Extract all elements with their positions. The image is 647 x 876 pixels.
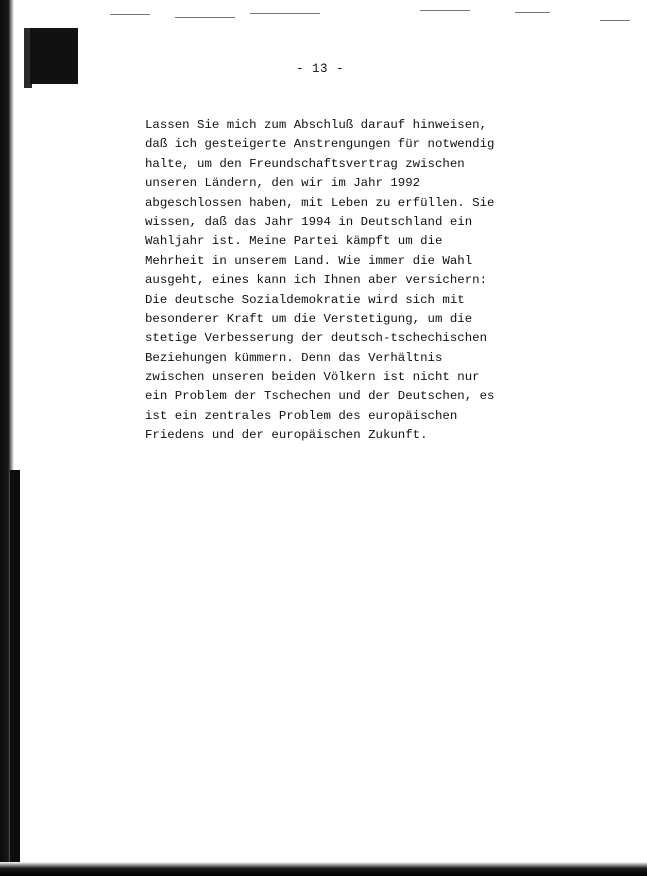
- text-line: Wahljahr ist. Meine Partei kämpft um die: [145, 234, 443, 249]
- text-line: ist ein zentrales Problem des europäischen: [145, 408, 458, 423]
- text-line: Mehrheit in unserem Land. Wie immer die Wahl: [145, 253, 473, 268]
- text-line: daß ich gesteigerte Anstrengungen für notwendig: [145, 137, 495, 152]
- text-line: unseren Ländern, den wir im Jahr 1992: [145, 176, 421, 191]
- text-line: zwischen unseren beiden Völkern ist nicht nur: [145, 370, 480, 385]
- text-line: abgeschlossen haben, mit Leben zu erfüllen. Sie: [145, 195, 495, 210]
- text-line: Beziehungen kümmern. Denn das Verhältnis: [145, 350, 443, 365]
- text-line: halte, um den Freundschaftsvertrag zwischen: [145, 156, 465, 171]
- text-line: besonderer Kraft um die Verstetigung, um die: [145, 311, 473, 326]
- scan-top-noise: [0, 0, 647, 26]
- text-line: Die deutsche Sozialdemokratie wird sich mit: [145, 292, 465, 307]
- scan-bottom-edge: [0, 862, 647, 876]
- page-number: - 13 -: [296, 62, 345, 76]
- text-line: Lassen Sie mich zum Abschluß darauf hinweisen,: [145, 118, 488, 132]
- scan-left-edge-lower: [10, 470, 20, 870]
- text-line: stetige Verbesserung der deutsch-tschechischen: [145, 331, 488, 346]
- body-paragraph: [145, 116, 495, 446]
- text-line: ein Problem der Tschechen und der Deutschen, es: [145, 389, 495, 404]
- text-line: ausgeht, eines kann ich Ihnen aber versichern:: [145, 273, 488, 288]
- text-line: Friedens und der europäischen Zukunft.: [145, 428, 428, 443]
- text-line: wissen, daß das Jahr 1994 in Deutschland ein: [145, 214, 473, 229]
- scan-top-block: [30, 28, 78, 84]
